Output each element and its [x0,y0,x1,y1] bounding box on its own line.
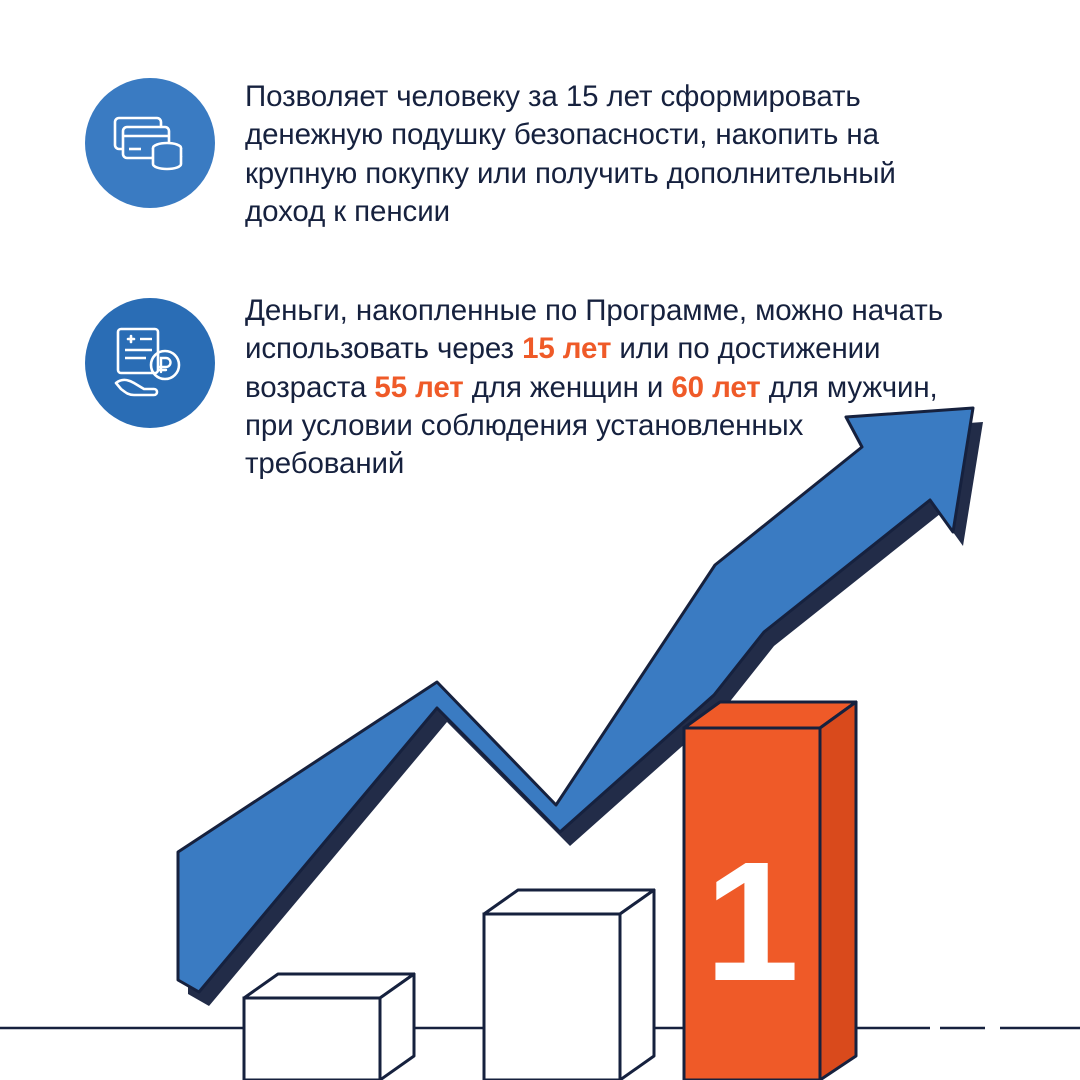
growth-chart-illustration [0,380,1080,1080]
bullet-2-highlight-55-years: 55 лет [374,370,464,404]
cards-and-coins-icon [85,78,215,208]
bar-3-label: 1 [704,827,800,1017]
bar-3 [684,702,856,1080]
bullet-2-part-2: или по достижении возраста [245,332,881,404]
bullet-2-part-6: для мужчин, при условии соблюдения установленных требований [245,370,938,481]
bar-1 [244,974,414,1080]
bullet-item-1 [85,70,965,231]
bullet-2-highlight-15-years: 15 лет [522,332,612,366]
bullet-2-highlight-60-years: 60 лет [671,370,761,404]
bar-2 [484,890,654,1080]
bullet-2-part-4: для женщин и [463,370,672,404]
bullet-text-1: Позволяет человеку за 15 лет сформировать денежную подушку безопасности, накопить на крупную покупку или получить дополнительный доход к пенсии [245,80,896,229]
bullet-2-part-0: Деньги, накопленные по Программе, можно начать использовать через [245,294,943,366]
